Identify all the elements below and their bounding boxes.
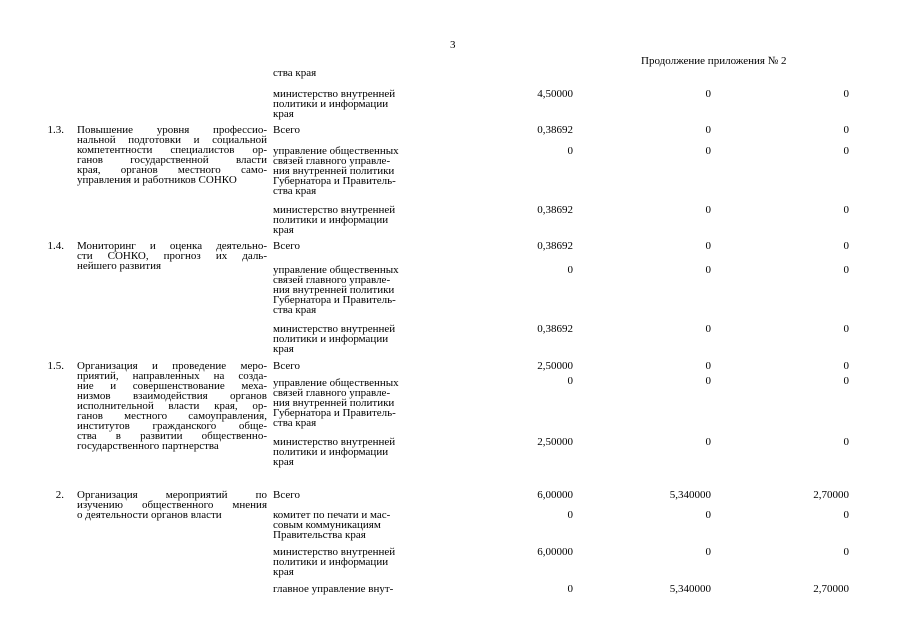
- executor-6: управление общественных связей главного управле- ния внутренней политики Губернатора и Правитель- ства края: [273, 264, 399, 316]
- executor-0: ства края: [273, 67, 317, 79]
- executor-13: министерство внутренней политики и информации края: [273, 546, 396, 578]
- value-13-col2: 0: [705, 546, 711, 558]
- value-7-col1: 0,38692: [537, 323, 573, 335]
- value-9-col2: 0: [705, 375, 711, 387]
- value-12-col3: 0: [843, 509, 849, 521]
- item-description-2: Организация мероприятий по изучению общественного мнения о деятельности органов власти: [77, 489, 267, 521]
- executor-12: комитет по печати и мас- совым коммуникациям Правительства края: [273, 509, 391, 541]
- page-number: 3: [450, 39, 456, 51]
- value-4-col3: 0: [843, 204, 849, 216]
- value-8-col2: 0: [705, 360, 711, 372]
- value-2-col3: 0: [843, 124, 849, 136]
- executor-14: главное управление внут-: [273, 583, 394, 595]
- value-11-col1: 6,00000: [537, 489, 573, 501]
- value-8-col1: 2,50000: [537, 360, 573, 372]
- value-9-col1: 0: [567, 375, 573, 387]
- value-13-col1: 6,00000: [537, 546, 573, 558]
- value-9-col3: 0: [843, 375, 849, 387]
- item-description-1-5: Организация и проведение меро- приятий, направленных на созда- ние и совершенствование меха- низмов взаимодействия органов исполнительной власти края, ор- ганов местного самоуправления, институтов гражданского обще- ства в развитии общественно- государственного партнерства: [77, 360, 267, 452]
- value-3-col2: 0: [705, 145, 711, 157]
- value-6-col3: 0: [843, 264, 849, 276]
- executor-1: министерство внутренней политики и информации края: [273, 88, 396, 120]
- value-6-col1: 0: [567, 264, 573, 276]
- value-5-col2: 0: [705, 240, 711, 252]
- value-5-col3: 0: [843, 240, 849, 252]
- value-3-col3: 0: [843, 145, 849, 157]
- item-index-2: 2.: [55, 489, 64, 501]
- value-10-col1: 2,50000: [537, 436, 573, 448]
- value-14-col3: 2,70000: [813, 583, 849, 595]
- item-index-1-3: 1.3.: [47, 124, 64, 136]
- value-11-col3: 2,70000: [813, 489, 849, 501]
- value-1-col1: 4,50000: [537, 88, 573, 100]
- value-4-col2: 0: [705, 204, 711, 216]
- value-4-col1: 0,38692: [537, 204, 573, 216]
- value-11-col2: 5,340000: [669, 489, 711, 501]
- executor-7: министерство внутренней политики и информации края: [273, 323, 396, 355]
- value-10-col2: 0: [705, 436, 711, 448]
- value-10-col3: 0: [843, 436, 849, 448]
- executor-11: Всего: [273, 489, 300, 501]
- value-8-col3: 0: [843, 360, 849, 372]
- executor-2: Всего: [273, 124, 300, 136]
- value-14-col2: 5,340000: [669, 583, 711, 595]
- executor-4: министерство внутренней политики и информации края: [273, 204, 396, 236]
- executor-8: Всего: [273, 360, 300, 372]
- value-13-col3: 0: [843, 546, 849, 558]
- item-index-1-4: 1.4.: [47, 240, 64, 252]
- value-14-col1: 0: [567, 583, 573, 595]
- value-3-col1: 0: [567, 145, 573, 157]
- executor-5: Всего: [273, 240, 300, 252]
- value-7-col2: 0: [705, 323, 711, 335]
- executor-9: управление общественных связей главного управле- ния внутренней политики Губернатора и Правитель- ства края: [273, 377, 399, 429]
- executor-3: управление общественных связей главного управле- ния внутренней политики Губернатора и Правитель- ства края: [273, 145, 399, 197]
- value-7-col3: 0: [843, 323, 849, 335]
- value-12-col1: 0: [567, 509, 573, 521]
- item-index-1-5: 1.5.: [47, 360, 64, 372]
- value-6-col2: 0: [705, 264, 711, 276]
- value-12-col2: 0: [705, 509, 711, 521]
- continuation-note: Продолжение приложения № 2: [641, 55, 787, 67]
- executor-10: министерство внутренней политики и информации края: [273, 436, 396, 468]
- value-5-col1: 0,38692: [537, 240, 573, 252]
- value-2-col1: 0,38692: [537, 124, 573, 136]
- item-description-1-4: Мониторинг и оценка деятельно- сти СОНКО, прогноз их даль- нейшего развития: [77, 240, 267, 272]
- value-1-col2: 0: [705, 88, 711, 100]
- value-1-col3: 0: [843, 88, 849, 100]
- value-2-col2: 0: [705, 124, 711, 136]
- item-description-1-3: Повышение уровня профессио- нальной подготовки и социальной компетентности специалистов ор- ганов государственной власти края, органов местного само- управления и работников СОНКО: [77, 124, 267, 186]
